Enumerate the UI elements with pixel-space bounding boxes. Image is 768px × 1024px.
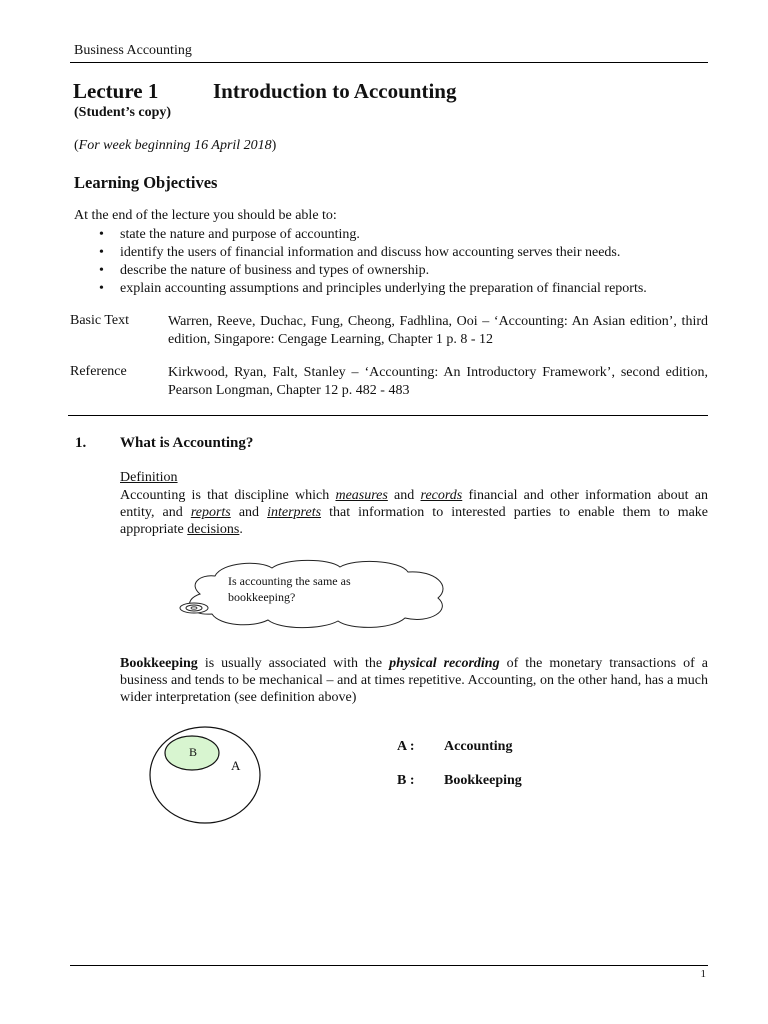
lecture-topic: Introduction to Accounting [213,79,457,103]
objectives-intro: At the end of the lecture you should be able to: [74,208,337,223]
page-number: 1 [700,968,706,980]
lecture-title [73,79,456,104]
venn-diagram [148,725,263,825]
venn-label-a: A [231,758,241,773]
definition-paragraph: Accounting is that discipline which measures and records financial and other information about an entity, and reports and interprets that information to interested parties to enable them to make appropriate decisions. [120,488,709,537]
term-decisions: decisions [187,522,240,537]
definition-label: Definition [120,470,178,485]
key-letter-a: A : [397,739,415,754]
basic-text-citation: Warren, Reeve, Duchac, Fung, Cheong, Fadhlina, Ooi – ‘Accounting: An Asian edition’, third edition, Singapore: Cengage Learning, Chapter 1 p. 8 - 12 [168,314,708,347]
term-interprets: interprets [267,505,322,520]
term-physical-recording: physical recording [389,656,500,671]
objective-item: • identify the users of financial information and discuss how accounting serves their needs. [95,244,647,262]
key-meaning-b: Bookkeeping [444,773,522,788]
key-meaning-a: Accounting [444,739,513,754]
key-letter-b: B : [397,773,415,788]
term-reports: reports [190,505,231,520]
bookkeeping-paragraph: Bookkeeping is usually associated with the physical recording of the monetary transactions of a business and tends to be mechanical – and at times repetitive. Accounting, on the other hand, has a much wider interpretation (see definition above) [120,656,708,705]
running-header: Business Accounting [74,43,192,58]
week-note-text: For week beginning 16 April 2018 [78,138,272,153]
copy-note: (Student’s copy) [74,105,172,120]
reference-label: Reference [70,364,127,379]
footer-rule [70,965,708,966]
term-bookkeeping: Bookkeeping [120,656,198,671]
objectives-list [95,226,647,298]
objectives-heading: Learning Objectives [74,173,218,192]
term-records: records [420,488,463,503]
reference-citation: Kirkwood, Ryan, Falt, Stanley – ‘Accounting: An Introductory Framework’, second edition, Pearson Longman, Chapter 12 p. 482 - 483 [168,365,708,398]
venn-label-b: B [189,745,198,759]
section-divider [68,415,708,416]
header-rule [70,62,708,63]
section-number: 1. [75,435,87,451]
objective-item: • explain accounting assumptions and principles underlying the preparation of financial reports. [95,280,647,298]
section-title: What is Accounting? [120,435,254,451]
week-note: (For week beginning 16 April 2018) [74,138,277,153]
lecture-number: Lecture 1 [73,79,159,103]
thought-bubble-text: Is accounting the same as bookkeeping? [228,574,351,604]
basic-text-label: Basic Text [70,313,130,328]
objective-item: • state the nature and purpose of accounting. [95,226,647,244]
objective-item: • describe the nature of business and types of ownership. [95,262,647,280]
term-measures: measures [335,488,388,503]
week-note-close: ) [271,138,277,153]
